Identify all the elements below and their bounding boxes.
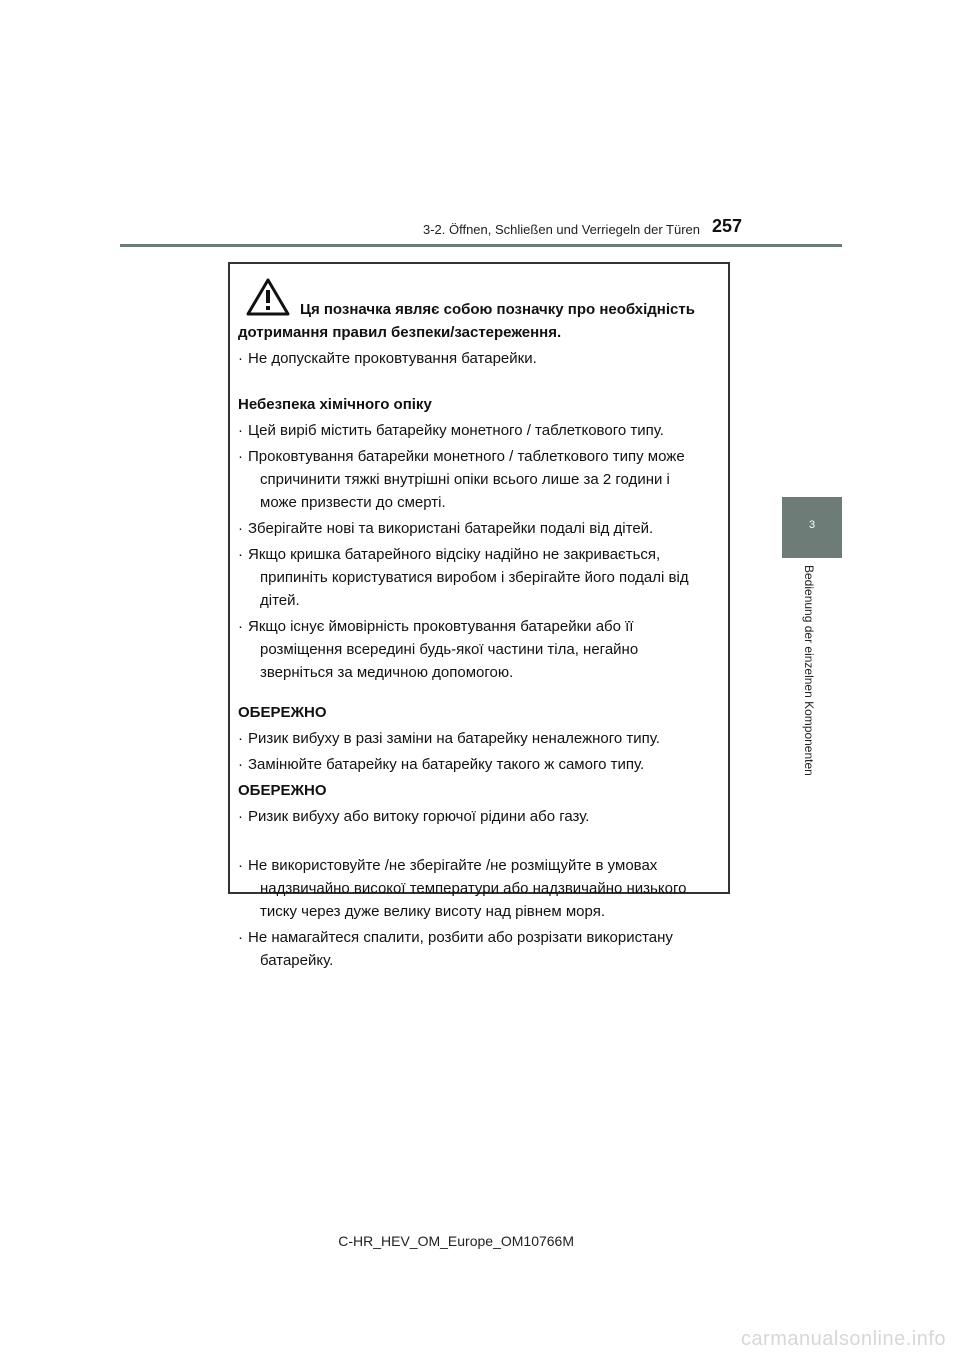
chapter-tab: [782, 497, 842, 558]
caution-heading-1: ОБЕРЕЖНО: [238, 704, 327, 721]
list-item: · Зберігайте нові та використані батарейки подалі від дітей.: [238, 520, 654, 537]
list-item: · Не використовуйте /не зберігайте /не розміщуйте в умовах надзвичайно високої температури або надзвичайно низького тиску через дуже велику висоту над рівнем моря.: [238, 857, 687, 920]
warning-box: [228, 262, 730, 969]
page-number: 257: [712, 216, 743, 236]
caution-heading-2: ОБЕРЕЖНО: [238, 782, 327, 799]
warning-triangle-icon: [246, 278, 290, 316]
document-code: C-HR_HEV_OM_Europe_OM10766M: [338, 1233, 574, 1249]
list-item: · Проковтування батарейки монетного / таблеткового типу може спричинити тяжкі внутрішні опіки всього лише за 2 години і може призвести до смерті.: [238, 448, 685, 511]
watermark: carmanualsonline.info: [740, 1328, 946, 1350]
warning-intro: [238, 278, 718, 321]
chapter-number: 3: [808, 519, 816, 531]
list-item: · Ризик вибуху в разі заміни на батарейку неналежного типу.: [238, 730, 660, 747]
list-item: · Якщо існує ймовірність проковтування батарейки або її розміщення всередині будь-якої частини тіла, негайно зверніться за медичною допомогою.: [238, 618, 639, 681]
chapter-side-label: Bedienung der einzelnen Komponenten: [802, 565, 816, 776]
list-item: · Ризик вибуху або витоку горючої рідини або газу.: [238, 808, 590, 825]
list-item: · Якщо кришка батарейного відсіку надійно не закривається, припиніть користуватися виробом і зберігайте його подалі від дітей.: [238, 546, 689, 609]
section-title: 3-2. Öffnen, Schließen und Verriegeln der Türen: [422, 222, 700, 237]
intro-line-1: Ця позначка являє собою позначку про необхідність: [300, 301, 695, 318]
list-item: · Не намагайтеся спалити, розбити або розрізати використану батарейку.: [238, 929, 673, 969]
list-item: · Замінюйте батарейку на батарейку такого ж самого типу.: [238, 756, 645, 773]
intro-line-2: дотримання правил безпеки/застереження.: [238, 324, 562, 341]
header-rule: [120, 244, 842, 247]
list-item: · Цей виріб містить батарейку монетного / таблеткового типу.: [238, 422, 664, 439]
list-item: · Не допускайте проковтування батарейки.: [238, 350, 537, 367]
section-heading-chemical-burn: Небезпека хімічного опіку: [238, 396, 432, 413]
